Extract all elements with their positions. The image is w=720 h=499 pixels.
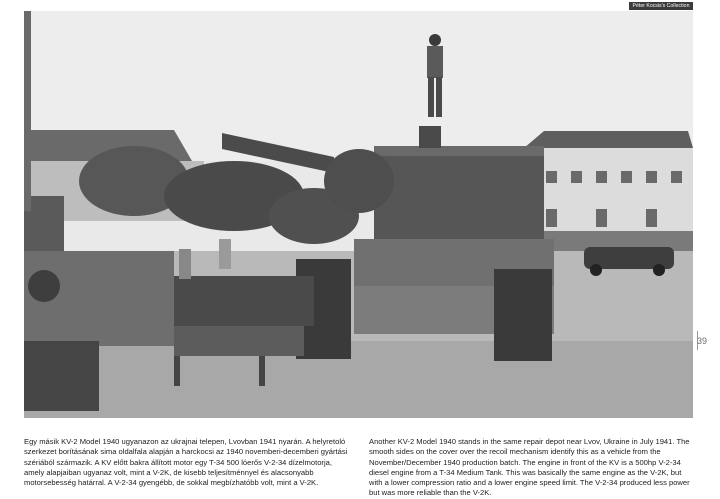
caption-english: Another KV-2 Model 1940 stands in the same repair depot near Lvov, Ukraine in July 1941. The smooth sides on the cover over the recoil mechanism identify this as a vehicle from the November/December 1940 production batch. The engine in front of the KV is a 500hp V-2-34 diesel engine from a T-34 Medium Tank. This was basically the same engine as the V-2K, but with a lower compression ratio and a lower engine speed limit. The V-2-34 produced less power but was more reliable than the V-2K.	[369, 437, 690, 498]
photo-credit: Péter Kocsis's Collection	[629, 2, 693, 10]
kv2-tank-photo	[24, 11, 693, 418]
caption-hungarian: Egy másik KV-2 Model 1940 ugyanazon az ukrajnai telepen, Lvovban 1941 nyarán. A helyretoló szerkezet borításának sima oldalfala alapján a harckocsi az 1940 novemberi-decemberi gyártási szériából származik. A KV előtt bakra állított motor egy T-34 500 lóerős V-2-34 dízelmotorja, amely alapjaiban ugyanaz volt, mint a V-2K, de kisebb teljesítménnyel és alacsonyabb motorsebesség határral. A V-2-34 gyengébb, de sokkal megbízhatóbb volt, mint a V-2K.	[24, 437, 348, 488]
page-number: 39	[697, 336, 708, 346]
right-building	[524, 131, 693, 240]
